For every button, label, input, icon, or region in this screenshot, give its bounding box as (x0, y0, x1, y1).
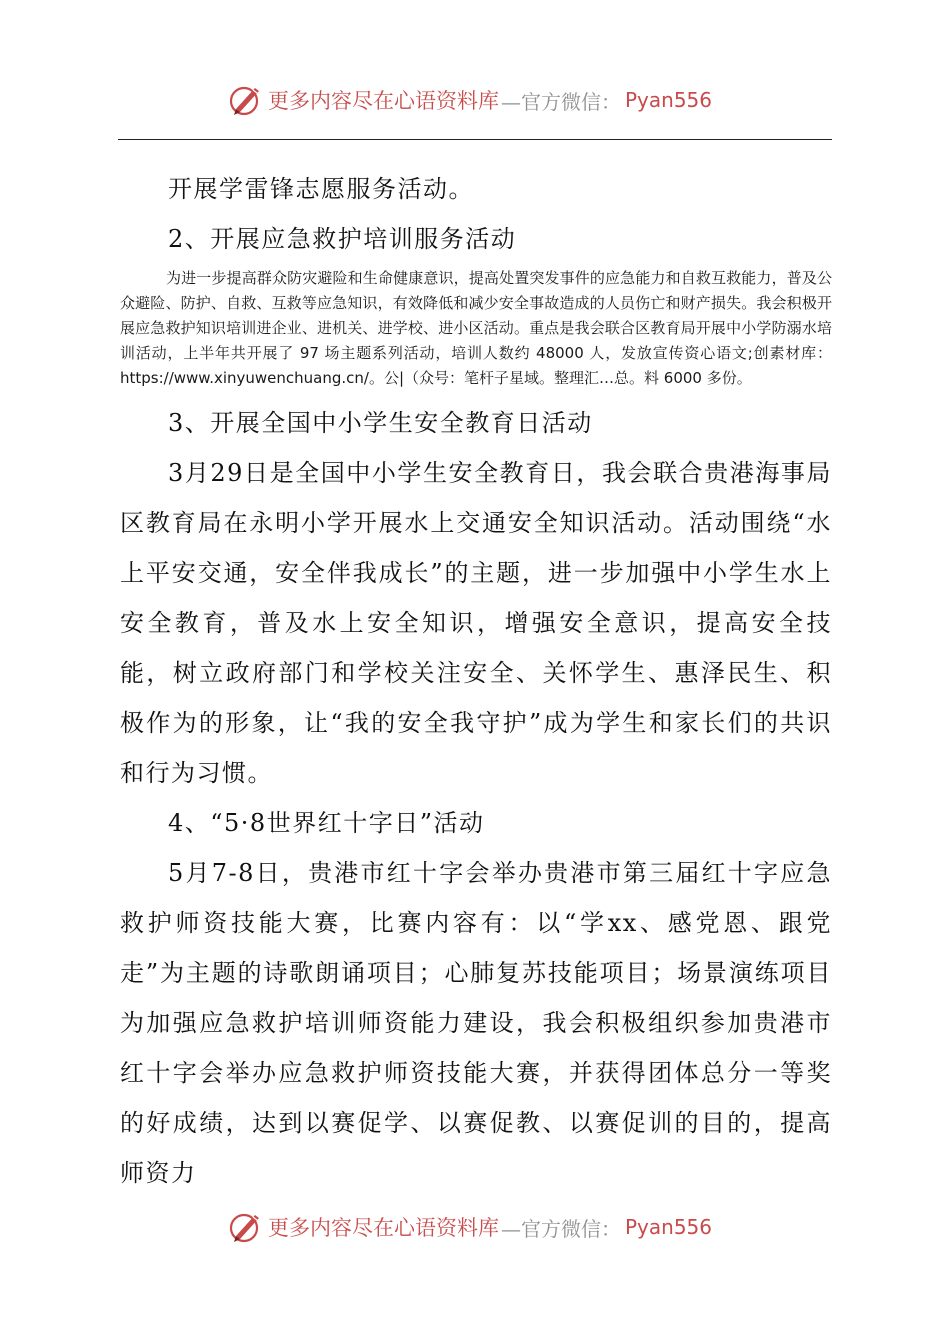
heading-2: 2、开展应急救护培训服务活动 (168, 225, 517, 253)
banner-brand: 更多内容尽在心语资料库 (268, 89, 499, 113)
footer-banner (228, 1209, 712, 1245)
paragraph-intro-tail: 开展学雷锋志愿服务活动。 (168, 175, 474, 203)
banner-separator-label: —官方微信： (501, 89, 621, 114)
heading-4: 4、“5·8世界红十字日”活动 (168, 809, 485, 837)
banner-wechat-id: Pyan556 (625, 1215, 713, 1239)
banner-separator-label: —官方微信： (501, 1216, 621, 1241)
heading-3: 3、开展全国中小学生安全教育日活动 (168, 409, 593, 437)
pen-logo-icon (228, 82, 264, 118)
pen-logo-icon (228, 1209, 264, 1245)
body-text (120, 164, 832, 1198)
paragraph-4: 5月7-8日，贵港市红十字会举办贵港市第三届红十字应急救护师资技能大赛，比赛内容有：以“学xx、感党恩、跟党走”为主题的诗歌朗诵项目；心肺复苏技能项目；场景演练项目为加强应急救护培训师资能力建设，我会积极组织参加贵港市红十字会举办应急救护师资技能大赛，并获得团体总分一等奖的好成绩，达到以赛促学、以赛促教、以赛促训的目的，提高师资力 (120, 859, 832, 1187)
paragraph-2-small: 为进一步提高群众防灾避险和生命健康意识，提高处置突发事件的应急能力和自救互救能力，普及公众避险、防护、自救、互救等应急知识，有效降低和减少安全事故造成的人员伤亡和财产损失。我会积极开展应急救护知识培训进企业、进机关、进学校、进小区活动。重点是我会联合区教育局开展中小学防溺水培训活动，上半年共开展了 97 场主题系列活动，培训人数约 48000 人，发放宣传资心语文;创素材库：https://www.xinyuwenchuang.cn/。公|（众号：笔杆子星域。整理汇…总。料 6000 多份。 (120, 269, 832, 387)
banner-brand: 更多内容尽在心语资料库 (268, 1216, 499, 1240)
banner-wechat-id: Pyan556 (625, 88, 713, 112)
header-banner (228, 82, 712, 118)
paragraph-3: 3月29日是全国中小学生安全教育日，我会联合贵港海事局区教育局在永明小学开展水上交通安全知识活动。活动围绕“水上平安交通，安全伴我成长”的主题，进一步加强中小学生水上安全教育，普及水上安全知识，增强安全意识，提高安全技能，树立政府部门和学校关注安全、关怀学生、惠泽民生、积极作为的形象，让“我的安全我守护”成为学生和家长们的共识和行为习惯。 (120, 459, 832, 787)
header-divider (118, 139, 832, 140)
